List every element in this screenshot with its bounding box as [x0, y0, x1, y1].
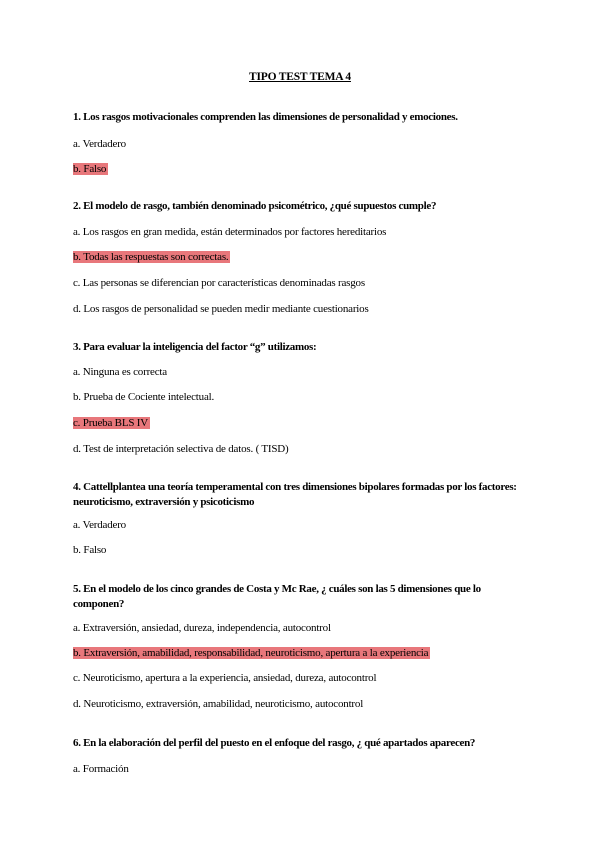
- q3-option-b: b. Prueba de Cociente intelectual.: [73, 391, 215, 403]
- q3-option-d: d. Test de interpretación selectiva de datos. ( TISD): [73, 443, 289, 455]
- q2-option-d: d. Los rasgos de personalidad se pueden medir mediante cuestionarios: [73, 303, 369, 315]
- q5-option-b-highlighted: [73, 646, 430, 660]
- question-5: 5. En el modelo de los cinco grandes de Costa y Mc Rae, ¿ cuáles son las 5 dimensiones que lo componen?: [73, 583, 481, 610]
- answer-highlight: b. Falso: [73, 163, 107, 175]
- q6-option-a: a. Formación: [73, 763, 129, 775]
- answer-highlight: c. Prueba BLS IV: [73, 417, 149, 429]
- q3-option-a: a. Ninguna es correcta: [73, 366, 167, 378]
- q4-option-b: b. Falso: [73, 544, 107, 556]
- question-4: 4. Cattellplantea una teoría temperamental con tres dimensiones bipolares formadas por los factores: neuroticismo, extraversión y psicoticismo: [73, 481, 517, 508]
- q5-option-d: d. Neuroticismo, extraversión, amabilidad, neuroticismo, autocontrol: [73, 698, 364, 710]
- q5-option-a: a. Extraversión, ansiedad, dureza, independencia, autocontrol: [73, 622, 331, 634]
- q1-option-b-highlighted: [73, 162, 108, 176]
- answer-highlight: b. Todas las respuestas son correctas.: [73, 251, 229, 263]
- question-2: 2. El modelo de rasgo, también denominado psicométrico, ¿qué supuestos cumple?: [73, 200, 437, 212]
- q2-option-a: a. Los rasgos en gran medida, están determinados por factores hereditarios: [73, 226, 387, 238]
- q4-option-a: a. Verdadero: [73, 519, 126, 531]
- question-6: 6. En la elaboración del perfil del puesto en el enfoque del rasgo, ¿ qué apartados aparecen?: [73, 737, 476, 749]
- answer-highlight: b. Extraversión, amabilidad, responsabilidad, neuroticismo, apertura a la experiencia: [73, 647, 429, 659]
- q2-option-c: c. Las personas se diferencian por características denominadas rasgos: [73, 277, 365, 289]
- q5-option-c: c. Neuroticismo, apertura a la experiencia, ansiedad, dureza, autocontrol: [73, 672, 377, 684]
- q3-option-c-highlighted: [73, 416, 150, 430]
- question-3: 3. Para evaluar la inteligencia del factor “g” utilizamos:: [73, 341, 317, 353]
- document-title: TIPO TEST TEMA 4: [249, 71, 351, 83]
- q2-option-b-highlighted: [73, 250, 230, 264]
- question-1: 1. Los rasgos motivacionales comprenden las dimensiones de personalidad y emociones.: [73, 111, 458, 123]
- q1-option-a: a. Verdadero: [73, 138, 126, 150]
